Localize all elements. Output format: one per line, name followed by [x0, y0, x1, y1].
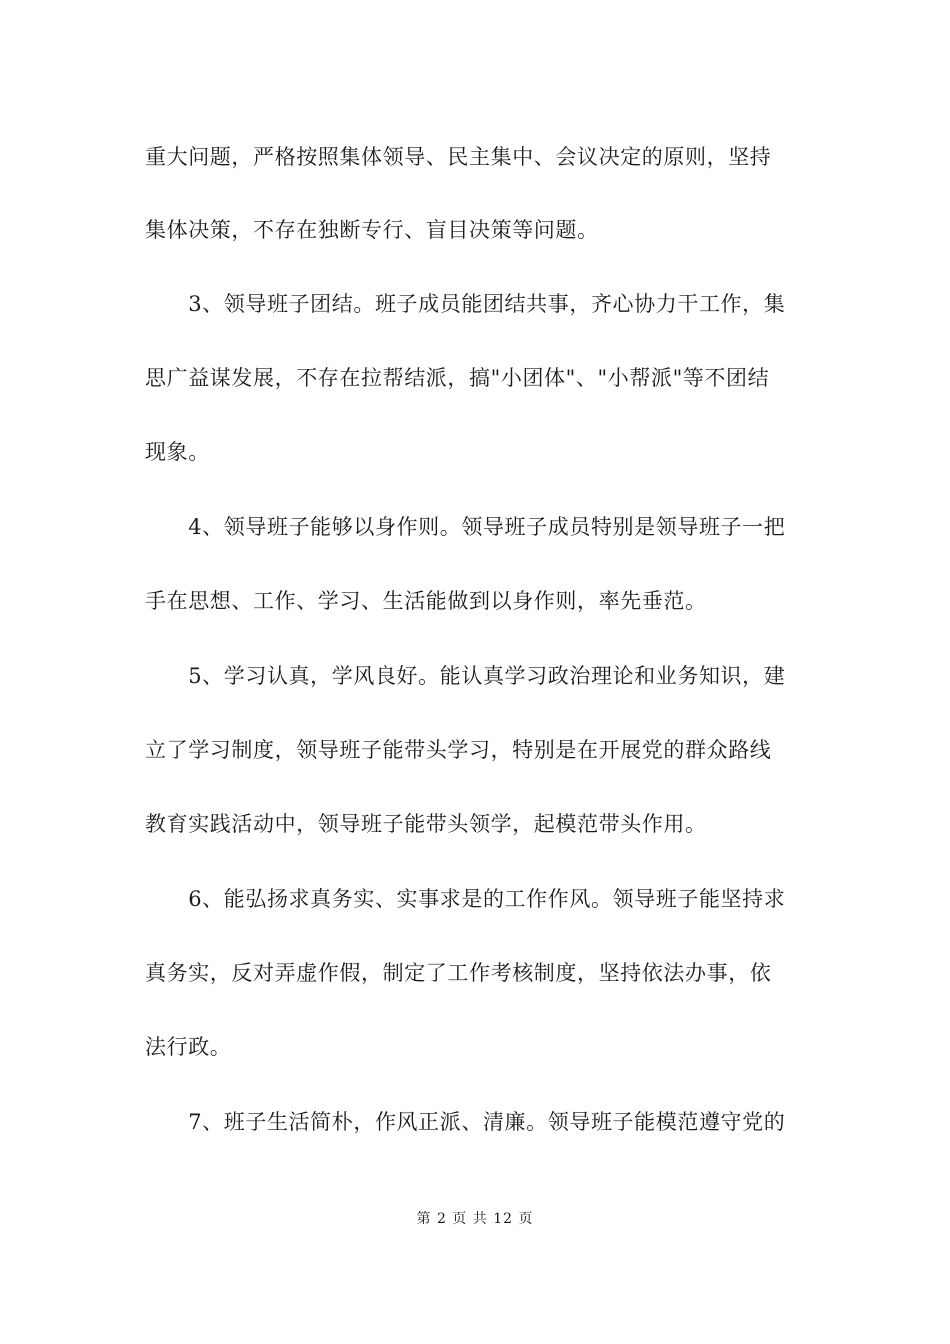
- text-line: 集体决策，不存在独断专行、盲目决策等问题。: [145, 218, 599, 242]
- text-line: 4、领导班子能够以身作则。领导班子成员特别是领导班子一把: [145, 515, 786, 539]
- text-line: 思广益谋发展，不存在拉帮结派，搞"小团体"、"小帮派"等不团结: [145, 366, 770, 390]
- text-line: 5、学习认真，学风良好。能认真学习政治理论和业务知识，建: [145, 664, 786, 688]
- text-line: 立了学习制度，领导班子能带头学习，特别是在开展党的群众路线: [145, 738, 772, 762]
- page-number-footer: 第 2 页 共 12 页: [416, 1211, 534, 1227]
- text-line: 6、能弘扬求真务实、实事求是的工作作风。领导班子能坚持求: [145, 887, 786, 911]
- text-line: 真务实，反对弄虚作假，制定了工作考核制度，坚持依法办事，依: [145, 961, 772, 985]
- text-line: 现象。: [145, 440, 210, 464]
- text-line: 法行政。: [145, 1035, 232, 1059]
- text-line: 教育实践活动中，领导班子能带头领学，起模范带头作用。: [145, 812, 707, 836]
- text-line: 3、领导班子团结。班子成员能团结共事，齐心协力干工作，集: [145, 292, 786, 316]
- text-line: 重大问题，严格按照集体领导、民主集中、会议决定的原则，坚持: [145, 145, 772, 169]
- text-line: 7、班子生活简朴，作风正派、清廉。领导班子能模范遵守党的: [145, 1110, 786, 1134]
- text-line: 手在思想、工作、学习、生活能做到以身作则，率先垂范。: [145, 589, 707, 613]
